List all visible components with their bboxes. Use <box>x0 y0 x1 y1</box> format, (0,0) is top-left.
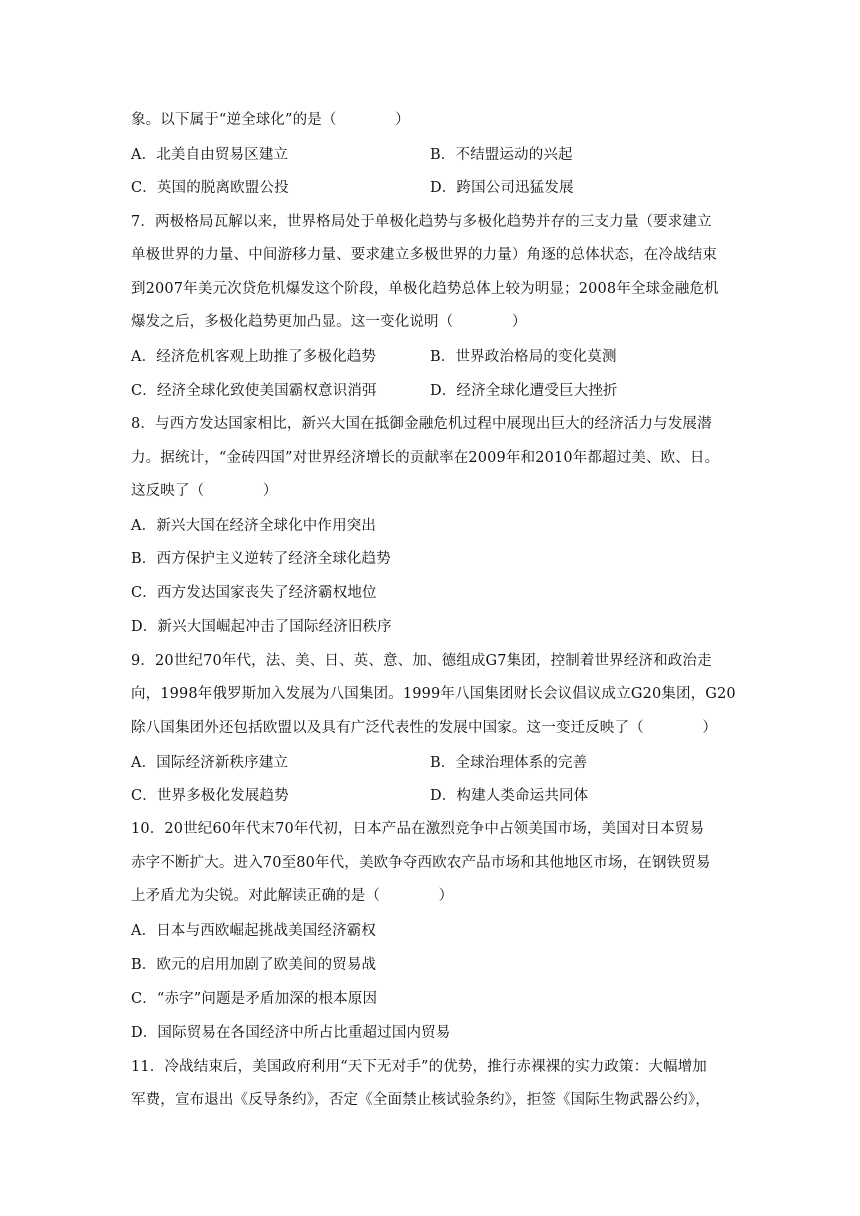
question-8-stem-line-1: 8．与西方发达国家相比，新兴大国在抵御金融危机过程中展现出巨大的经济活力与发展潜 <box>131 416 712 432</box>
question-7-stem-line-4: 爆发之后，多极化趋势更加凸显。这一变化说明（ ） <box>131 314 527 330</box>
question-9-stem-line-2: 向，1998年俄罗斯加入发展为八国集团。1999年八国集团财长会议倡议成立G20集团，G20 <box>131 686 736 702</box>
q6-option-b: B．不结盟运动的兴起 <box>430 147 573 163</box>
question-11-stem-line-1: 11．冷战结束后，美国政府利用“天下无对手”的优势，推行赤裸裸的实力政策：大幅增加 <box>131 1059 707 1075</box>
q9-option-b: B．全球治理体系的完善 <box>430 755 588 771</box>
q8-option-b: B．西方保护主义逆转了经济全球化趋势 <box>131 551 391 567</box>
question-10-stem-line-3: 上矛盾尤为尖锐。对此解读正确的是（ ） <box>131 888 454 904</box>
question-8-stem-line-3: 这反映了（ ） <box>131 483 278 499</box>
q9-option-a: A．国际经济新秩序建立 <box>131 755 289 771</box>
question-9-stem-line-1: 9．20世纪70年代，法、美、日、英、意、加、德组成G7集团，控制着世界经济和政治走 <box>131 653 712 669</box>
q10-option-c: C．“赤字”问题是矛盾加深的根本原因 <box>131 991 378 1007</box>
question-7-stem-line-1: 7．两极格局瓦解以来，世界格局处于单极化趋势与多极化趋势并存的三支力量（要求建立 <box>131 214 712 230</box>
question-8-stem-line-2: 力。据统计，“金砖四国”对世界经济增长的贡献率在2009年和2010年都超过美、欧、日。 <box>131 450 720 466</box>
q10-option-a: A．日本与西欧崛起挑战美国经济霸权 <box>131 923 377 939</box>
q8-option-a: A．新兴大国在经济全球化中作用突出 <box>131 518 377 534</box>
question-6-stem-tail: 象。以下属于“逆全球化”的是（ ） <box>131 112 410 128</box>
q8-option-c: C．西方发达国家丧失了经济霸权地位 <box>131 585 377 601</box>
q7-option-b: B．世界政治格局的变化莫测 <box>430 349 617 365</box>
q10-option-b: B．欧元的启用加剧了欧美间的贸易战 <box>131 957 377 973</box>
q10-option-d: D．国际贸易在各国经济中所占比重超过国内贸易 <box>131 1025 451 1041</box>
q8-option-d: D．新兴大国崛起冲击了国际经济旧秩序 <box>131 619 392 635</box>
question-11-stem-line-2: 军费，宣布退出《反导条约》，否定《全面禁止核试验条约》，拒签《国际生物武器公约》， <box>131 1092 710 1108</box>
question-9-stem-line-3: 除八国集团外还包括欧盟以及具有广泛代表性的发展中国家。这一变迁反映了（ ） <box>131 720 717 736</box>
question-10-stem-line-2: 赤字不断扩大。进入70至80年代，美欧争夺西欧农产品市场和其他地区市场，在钢铁贸易 <box>131 855 711 871</box>
q6-option-a: A．北美自由贸易区建立 <box>131 147 289 163</box>
q9-option-c: C．世界多极化发展趋势 <box>131 788 289 804</box>
q9-option-d: D．构建人类命运共同体 <box>430 788 589 804</box>
q7-option-c: C．经济全球化致使美国霸权意识消弭 <box>131 383 377 399</box>
q6-option-c: C．英国的脱离欧盟公投 <box>131 180 289 196</box>
q7-option-d: D．经济全球化遭受巨大挫折 <box>430 383 618 399</box>
q7-option-a: A．经济危机客观上助推了多极化趋势 <box>131 349 377 365</box>
question-7-stem-line-3: 到2007年美元次贷危机爆发这个阶段，单极化趋势总体上较为明显；2008年全球金融危机 <box>131 281 719 297</box>
question-7-stem-line-2: 单极世界的力量、中间游移力量、要求建立多极世界的力量）角逐的总体状态，在冷战结束 <box>131 247 717 263</box>
q6-option-d: D．跨国公司迅猛发展 <box>430 180 574 196</box>
question-10-stem-line-1: 10．20世纪60年代末70年代初，日本产品在激烈竞争中占领美国市场，美国对日本贸易 <box>131 821 705 837</box>
